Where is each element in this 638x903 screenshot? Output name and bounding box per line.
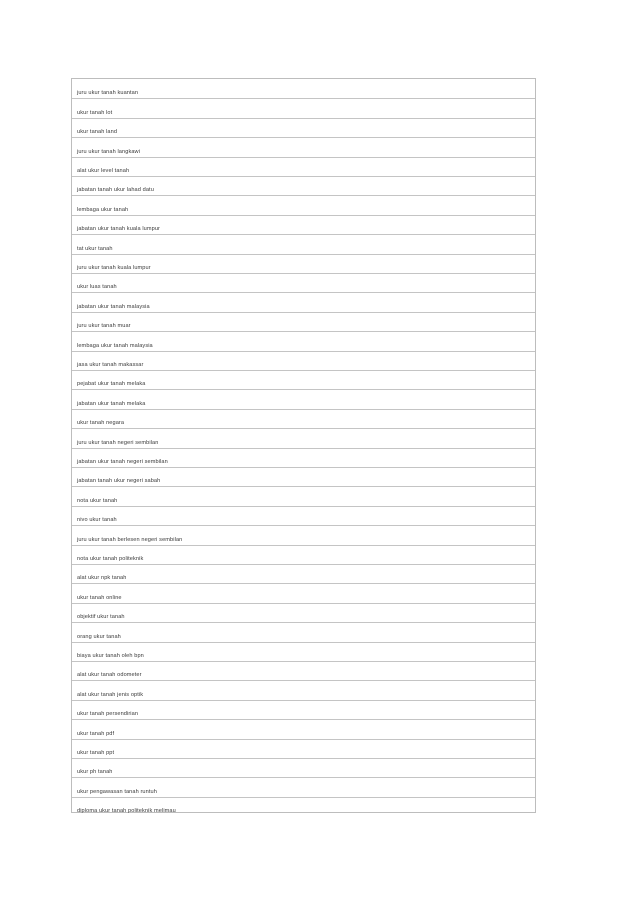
list-row [72,564,535,583]
list-row [72,622,535,641]
list-row [72,777,535,796]
list-row-text: ukur luas tanah [77,284,117,291]
list-row-text: pejabat ukur tanah melaka [77,381,146,388]
list-row [72,448,535,467]
list-row-text: ukur tanah negara [77,420,125,427]
list-row-text: nota ukur tanah politeknik [77,555,144,562]
list-row [72,739,535,758]
list-row [72,719,535,738]
list-row-text: juru ukur tanah muar [77,323,131,330]
list-row-text: ukur tanah pdf [77,730,115,737]
list-row-text: jabatan ukur tanah negeri sembilan [77,458,168,465]
list-row-text: ukur tanah land [77,129,118,136]
list-row-text: alat ukur tanah odometer [77,672,142,679]
list-row [72,428,535,447]
list-row [72,700,535,719]
list-row-text: jabatan ukur tanah malaysia [77,303,150,310]
list-row-text: objektif ukur tanah [77,614,125,621]
list-row-text: nivo ukur tanah [77,517,117,524]
list-row [72,583,535,602]
list-row-text: juru ukur tanah langkawi [77,148,141,155]
list-row-text: ukur ph tanah [77,769,113,776]
list-row-text: jabatan tanah ukur lahad datu [77,187,154,194]
list-row [72,545,535,564]
list-row [72,331,535,350]
list-row-text: juru ukur tanah kuala lumpur [77,264,151,271]
list-row-text: tat ukur tanah [77,245,113,252]
list-row [72,409,535,428]
list-row [72,506,535,525]
list-row-text: biaya ukur tanah oleh bpn [77,652,144,659]
list-row [72,642,535,661]
list-row-text: ukur tanah persendirian [77,711,139,718]
list-row [72,467,535,486]
list-row [72,98,535,117]
list-row [72,137,535,156]
list-row [72,157,535,176]
list-row-text: juru ukur tanah kuantan [77,90,139,97]
list-row [72,797,535,816]
list-row [72,234,535,253]
list-row [72,389,535,408]
list-row [72,486,535,505]
list-row-text: ukur tanah online [77,594,122,601]
list-row-text: jasa ukur tanah makassar [77,361,144,368]
list-row-text: alat ukur level tanah [77,167,130,174]
list-row [72,525,535,544]
list-row [72,370,535,389]
list-row-text: ukur pengawasan tanah runtuh [77,788,157,795]
list-row [72,312,535,331]
list-row-text: orang ukur tanah [77,633,121,640]
list-row-text: juru ukur tanah negeri sembilan [77,439,159,446]
list-row [72,680,535,699]
list-row-text: alat ukur npk tanah [77,575,127,582]
list-row [72,215,535,234]
list-row [72,292,535,311]
list-row [72,351,535,370]
list-row-text: lembaga ukur tanah [77,206,129,213]
list-row-text: nota ukur tanah [77,497,118,504]
list-row [72,273,535,292]
list-row [72,758,535,777]
list-row [72,254,535,273]
list-row-text: lembaga ukur tanah malaysia [77,342,153,349]
list-row [72,603,535,622]
list-row [72,661,535,680]
keyword-list-table [71,78,536,813]
list-row [72,195,535,214]
list-row [72,176,535,195]
list-row-text: jabatan ukur tanah melaka [77,400,146,407]
list-row-text: juru ukur tanah berlesen negeri sembilan [77,536,183,543]
list-row [72,79,535,98]
list-row-text: jabatan ukur tanah kuala lumpur [77,226,161,233]
list-row-text: ukur tanah lot [77,109,113,116]
list-row-text: diploma ukur tanah politeknik melimau [77,808,176,815]
list-row-text: alat ukur tanah jenis optik [77,691,144,698]
list-row-text: jabatan tanah ukur negeri sabah [77,478,161,485]
list-row [72,118,535,137]
list-row-text: ukur tanah ppt [77,749,115,756]
